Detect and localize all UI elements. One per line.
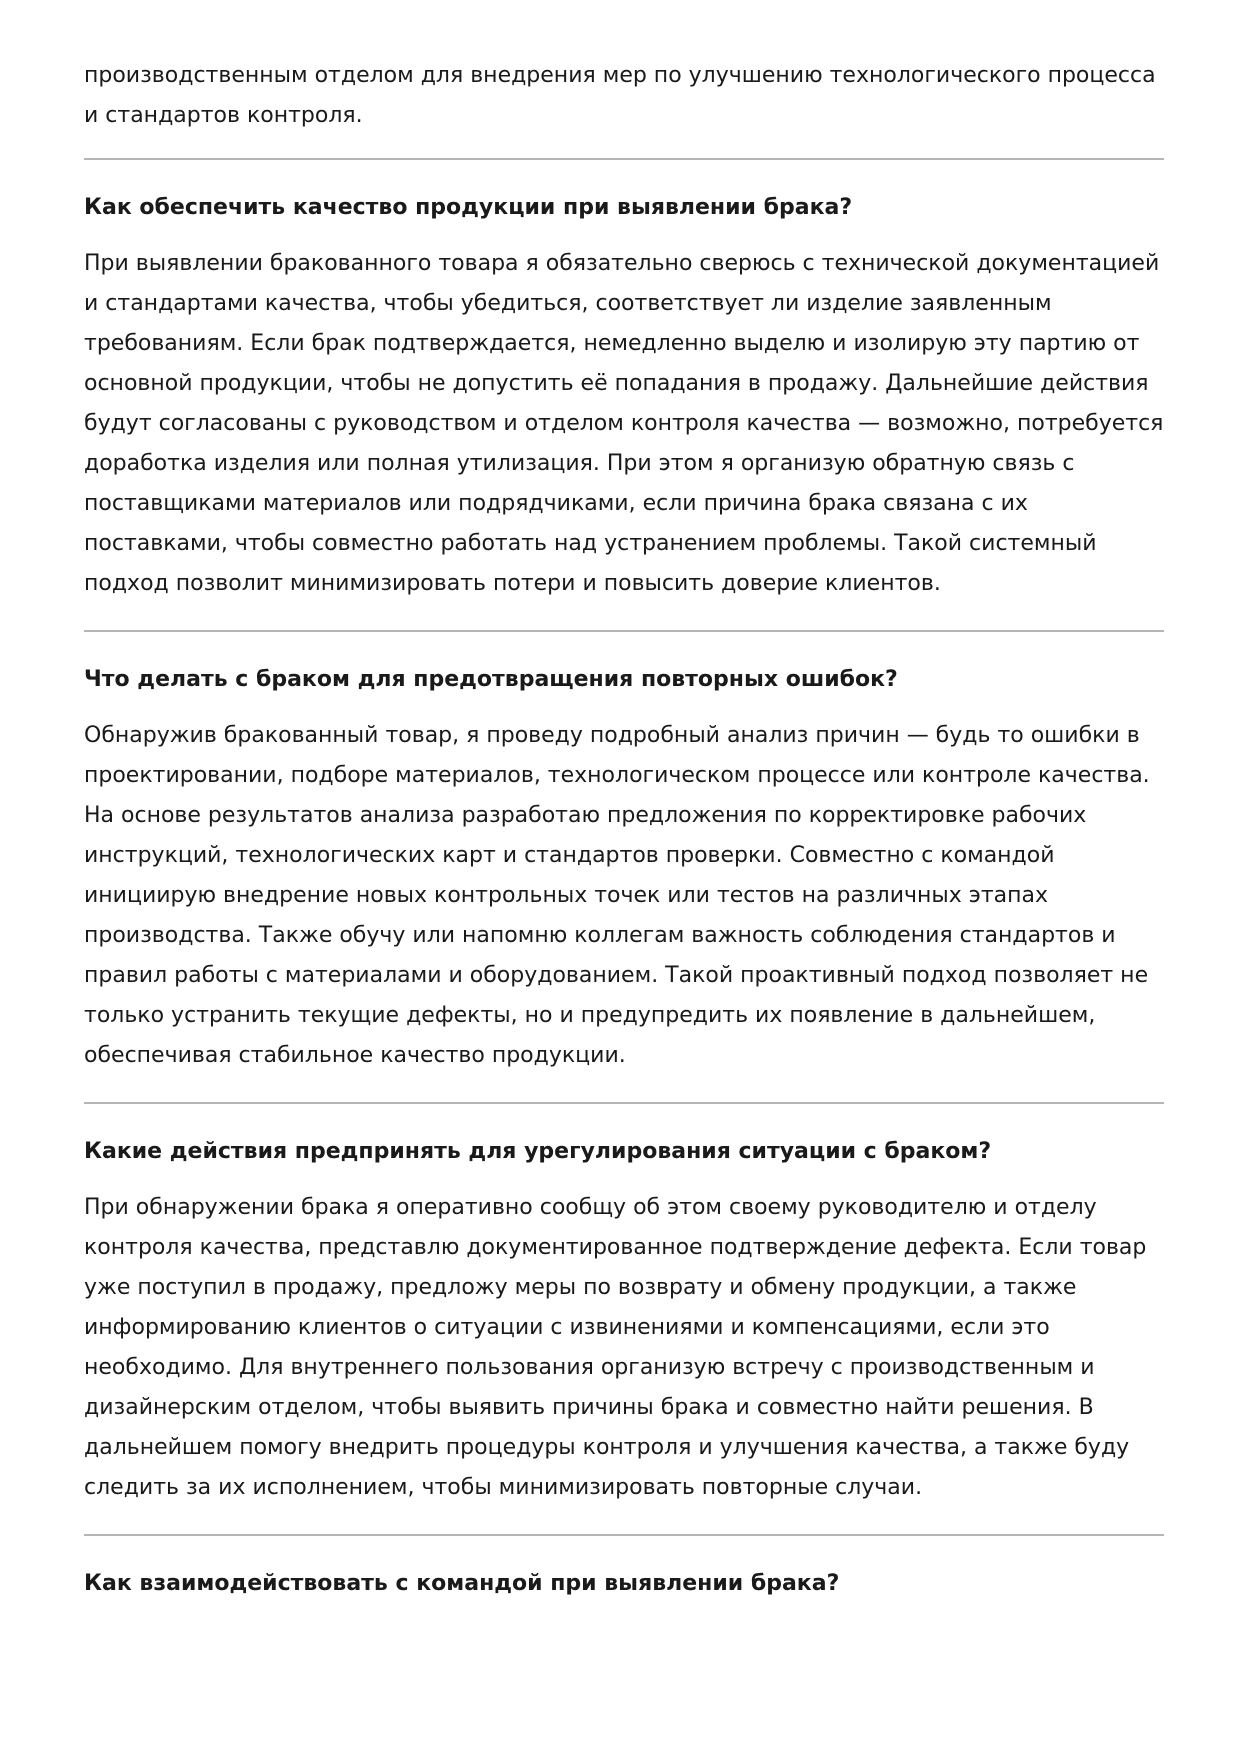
intro-paragraph: производственным отделом для внедрения мер по улучшению технологического процесса и стандартов контроля. [84,63,1156,128]
qa-section [84,632,1164,1102]
document-page [84,56,1164,1646]
section-question: Как обеспечить качество продукции при выявлении брака? [84,195,853,220]
intro-block [84,56,1164,158]
qa-section [84,160,1164,630]
section-answer: Обнаружив бракованный товар, я проведу подробный анализ причин — будь то ошибки в проектировании, подборе материалов, технологическом процессе или контроле качества. На основе результатов анализа разработаю предложения по корректировке рабочих инструкций, технологических карт и стандартов проверки. Совместно с командой инициирую внедрение новых контрольных точек или тестов на различных этапах производства. Также обучу или напомню коллегам важность соблюдения стандартов и правил работы с материалами и оборудованием. Такой проактивный подход позволяет не только устранить текущие дефекты, но и предупредить их появление в дальнейшем, обеспечивая стабильное качество продукции. [84,723,1150,1068]
section-answer: При выявлении бракованного товара я обязательно сверюсь с технической документацией и стандартами качества, чтобы убедиться, соответствует ли изделие заявленным требованиям. Если брак подтверждается, немедленно выделю и изолирую эту партию от основной продукции, чтобы не допустить её попадания в продажу. Дальнейшие действия будут согласованы с руководством и отделом контроля качества — возможно, потребуется доработка изделия или полная утилизация. При этом я организую обратную связь с поставщиками материалов или подрядчиками, если причина брака связана с их поставками, чтобы совместно работать над устранением проблемы. Такой системный подход позволит минимизировать потери и повысить доверие клиентов. [84,251,1164,596]
section-question: Как взаимодействовать с командой при выявлении брака? [84,1571,840,1596]
section-question: Какие действия предпринять для урегулирования ситуации с браком? [84,1139,992,1164]
section-answer: При обнаружении брака я оперативно сообщу об этом своему руководителю и отделу контроля качества, представлю документированное подтверждение дефекта. Если товар уже поступил в продажу, предложу меры по возврату и обмену продукции, а также информированию клиентов о ситуации с извинениями и компенсациями, если это необходимо. Для внутреннего пользования организую встречу с производственным и дизайнерским отделом, чтобы выявить причины брака и совместно найти решения. В дальнейшем помогу внедрить процедуры контроля и улучшения качества, а также буду следить за их исполнением, чтобы минимизировать повторные случаи. [84,1195,1147,1500]
qa-section [84,1536,1164,1646]
section-question: Что делать с браком для предотвращения повторных ошибок? [84,667,898,692]
qa-section [84,1104,1164,1534]
